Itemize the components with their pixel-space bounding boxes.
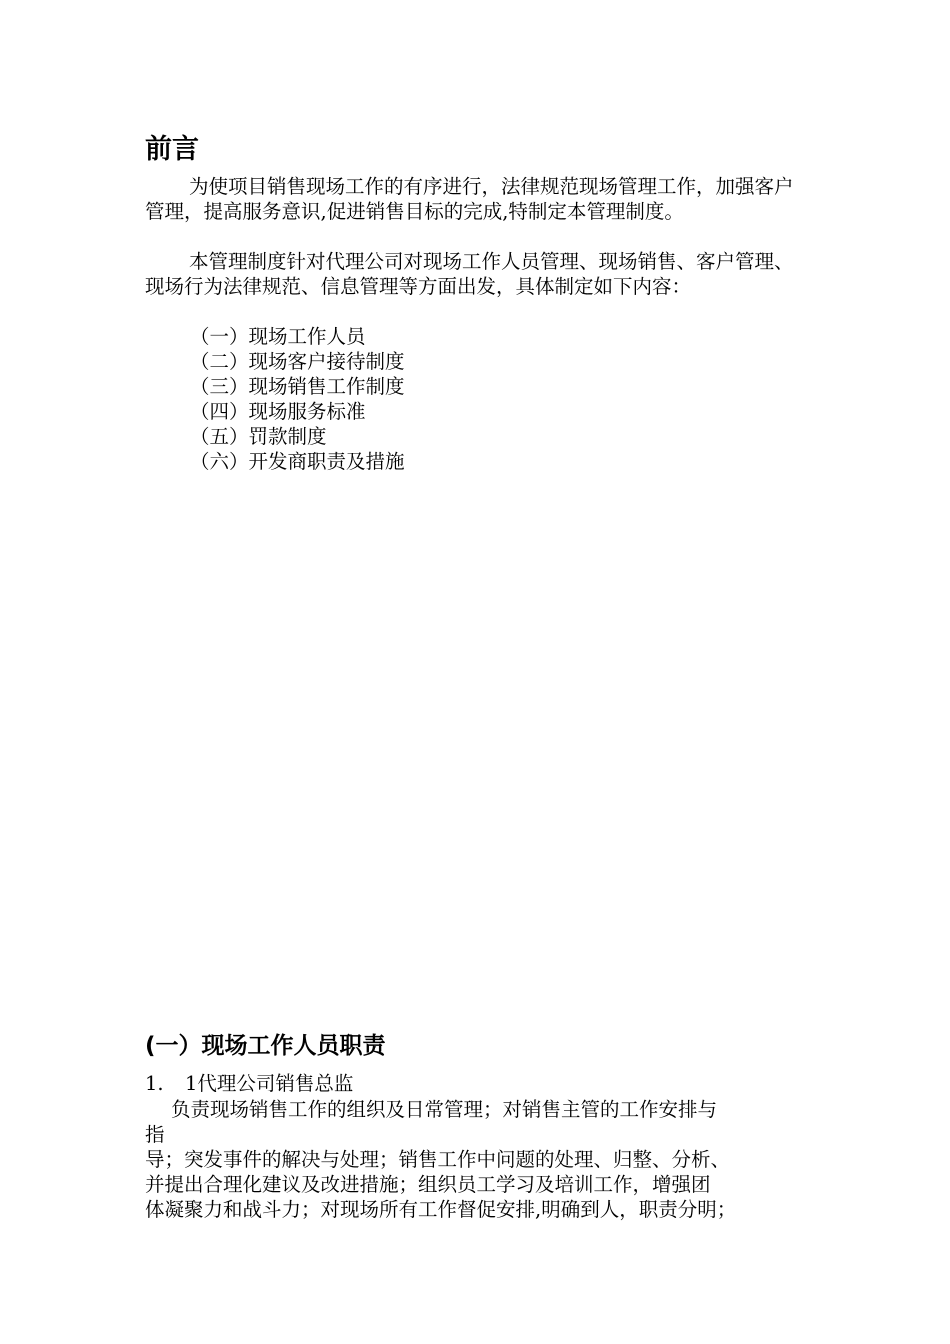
- toc-item: （六）开发商职责及措施: [190, 450, 405, 473]
- toc-item: （四）现场服务标准: [190, 400, 366, 423]
- body-line: 体凝聚力和战斗力；对现场所有工作督促安排,明确到人，职责分明；: [145, 1198, 737, 1221]
- body-line: 导；突发事件的解决与处理；销售工作中问题的处理、归整、分析、: [145, 1148, 731, 1171]
- toc-item: （三）现场销售工作制度: [190, 375, 405, 398]
- table-of-contents: [190, 324, 405, 474]
- preface-title: 前言: [145, 134, 199, 165]
- item-heading: [145, 1071, 353, 1096]
- item-title: 1代理公司销售总监: [185, 1072, 354, 1095]
- preface-paragraph-1-text: 为使项目销售现场工作的有序进行，法律规范现场管理工作，加强客户管理，提高服务意识,促进销售目标的完成,特制定本管理制度。: [145, 175, 794, 223]
- preface-paragraph-1: [145, 174, 810, 224]
- item-number: 1.: [145, 1072, 164, 1095]
- body-line: [145, 1097, 736, 1122]
- body-line-text: 负责现场销售工作的组织及日常管理；对销售主管的工作安排与: [171, 1098, 718, 1121]
- toc-item: （一）现场工作人员: [190, 325, 366, 348]
- section-body: [145, 1097, 736, 1222]
- preface-paragraph-2: [145, 249, 810, 299]
- toc-item: （二）现场客户接待制度: [190, 350, 405, 373]
- toc-item: （五）罚款制度: [190, 425, 327, 448]
- body-line: 指: [145, 1123, 165, 1146]
- section-title: (一）现场工作人员职责: [145, 1033, 386, 1059]
- preface-paragraph-2-text: 本管理制度针对代理公司对现场工作人员管理、现场销售、客户管理、现场行为法律规范、信息管理等方面出发，具体制定如下内容：: [145, 250, 794, 298]
- body-line: 并提出合理化建议及改进措施；组织员工学习及培训工作，增强团: [145, 1173, 711, 1196]
